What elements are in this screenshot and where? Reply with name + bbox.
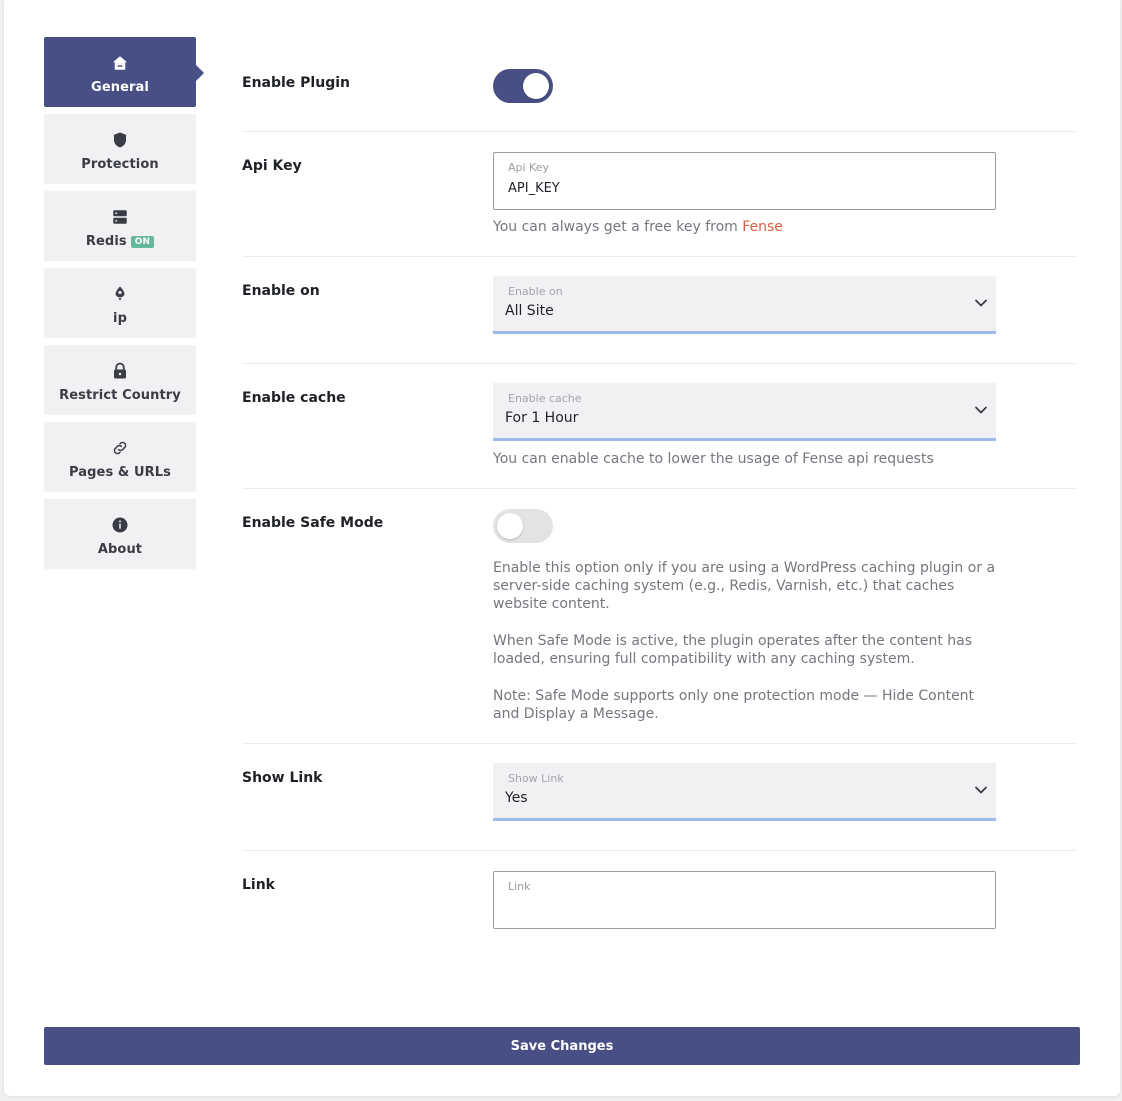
tab-pages-urls[interactable] — [44, 422, 196, 492]
setting-label: Link — [242, 877, 275, 893]
tab-label: Protection — [81, 156, 159, 172]
link-icon — [111, 439, 129, 457]
fense-link[interactable]: Fense — [742, 219, 783, 235]
field-label: Enable on — [508, 285, 563, 298]
chevron-down-icon — [974, 403, 988, 417]
enable-cache-helper: You can enable cache to lower the usage of Fense api requests — [493, 451, 934, 467]
field-label: Api Key — [508, 161, 550, 174]
setting-row-link — [242, 851, 1076, 951]
home-icon — [111, 54, 129, 72]
safe-mode-toggle[interactable] — [493, 509, 553, 543]
tab-protection[interactable] — [44, 114, 196, 184]
field-value: For 1 Hour — [505, 410, 579, 426]
setting-label: Enable on — [242, 283, 320, 299]
setting-label: Enable cache — [242, 390, 346, 406]
enable-plugin-toggle[interactable] — [493, 69, 553, 103]
safe-mode-description-1: Enable this option only if you are using a WordPress caching plugin or a server-side caching system (e.g., Redis, Varnish, etc.) that caches website content. — [493, 560, 996, 612]
settings-sidebar — [44, 37, 196, 576]
api-key-field[interactable] — [493, 152, 996, 210]
helper-text: You can always get a free key from — [493, 219, 738, 235]
lock-icon — [111, 362, 129, 380]
field-label: Show Link — [508, 772, 564, 785]
setting-row-safe-mode — [242, 489, 1076, 744]
field-value: API_KEY — [508, 181, 560, 196]
tab-label: ip — [113, 310, 127, 326]
tab-label: About — [97, 541, 143, 557]
show-link-select[interactable] — [493, 763, 996, 821]
location-pin-icon — [111, 285, 129, 303]
field-label: Link — [508, 880, 531, 893]
setting-label: Show Link — [242, 770, 323, 786]
tab-general[interactable] — [44, 37, 196, 107]
setting-label: Enable Safe Mode — [242, 515, 384, 531]
tab-redis[interactable] — [44, 191, 196, 261]
setting-label: Enable Plugin — [242, 75, 350, 91]
save-changes-button[interactable]: Save Changes — [44, 1027, 1080, 1065]
api-key-helper — [493, 218, 996, 236]
settings-card — [4, 0, 1120, 1096]
tab-label: General — [91, 79, 149, 95]
shield-icon — [111, 131, 129, 149]
info-icon — [111, 516, 129, 534]
status-badge: ON — [131, 236, 154, 248]
setting-row-api-key — [242, 132, 1076, 257]
field-label: Enable cache — [508, 392, 582, 405]
field-value: Yes — [505, 790, 528, 806]
toggle-knob — [523, 73, 549, 99]
chevron-down-icon — [974, 783, 988, 797]
tab-restrict-country[interactable] — [44, 345, 196, 415]
enable-on-select[interactable] — [493, 276, 996, 334]
chevron-down-icon — [974, 296, 988, 310]
toggle-knob — [497, 513, 523, 539]
field-value: All Site — [505, 303, 554, 319]
tab-label — [86, 234, 154, 249]
setting-row-enable-plugin — [242, 37, 1076, 132]
setting-row-enable-cache — [242, 364, 1076, 489]
enable-cache-select[interactable] — [493, 383, 996, 441]
setting-label: Api Key — [242, 158, 302, 174]
tab-about[interactable] — [44, 499, 196, 569]
safe-mode-description-2: When Safe Mode is active, the plugin operates after the content has loaded, ensuring full compatibility with any caching system. — [493, 633, 973, 667]
server-icon — [111, 208, 129, 226]
tab-label: Restrict Country — [59, 387, 181, 403]
setting-row-enable-on — [242, 257, 1076, 364]
tab-ip[interactable] — [44, 268, 196, 338]
tab-label: Pages & URLs — [69, 464, 171, 480]
setting-row-show-link — [242, 744, 1076, 851]
link-field[interactable] — [493, 871, 996, 929]
tab-label-text: Redis — [85, 233, 127, 249]
safe-mode-description-3: Note: Safe Mode supports only one protection mode — Hide Content and Display a Message. — [493, 688, 975, 722]
